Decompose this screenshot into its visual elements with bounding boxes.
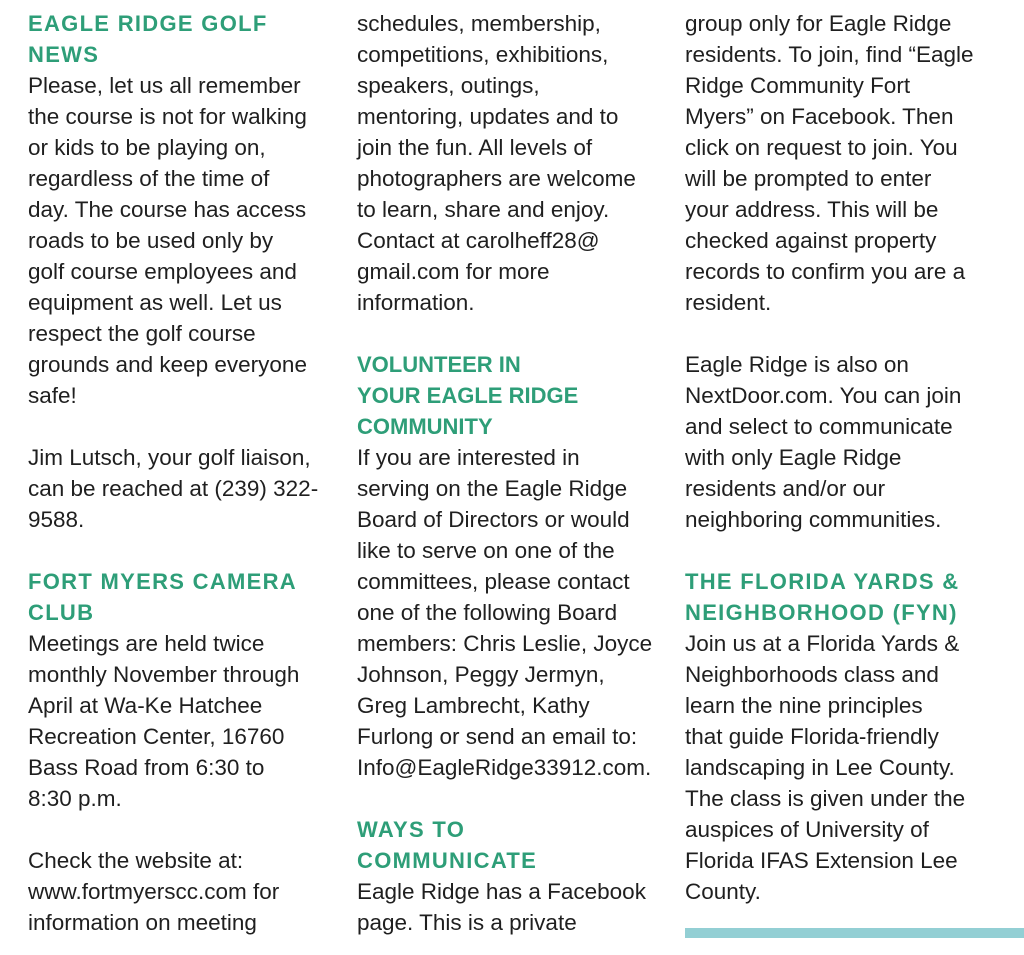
text-line: Bass Road from 6:30 to [28, 755, 265, 780]
text-line: day. The course has access [28, 197, 307, 222]
email-line: Contact at carolheff28@ [357, 228, 600, 253]
section-heading: THE FLORIDA YARDS & [685, 569, 960, 594]
text-line: Ridge Community Fort [685, 73, 911, 98]
text-line: Eagle Ridge is also on [685, 352, 909, 377]
text-line: the course is not for walking [28, 104, 307, 129]
paragraph-gap [685, 318, 1015, 349]
communicate-section [357, 814, 677, 938]
communicate-continued [685, 8, 1015, 535]
section-heading: FORT MYERS CAMERA [28, 569, 297, 594]
text-line: landscaping in Lee County. [685, 755, 955, 780]
text-line: monthly November through [28, 662, 300, 687]
text-line: mentoring, updates and to [357, 104, 619, 129]
paragraph-gap [28, 411, 348, 442]
text-line: Furlong or send an email to: [357, 724, 638, 749]
section-heading: WAYS TO [357, 817, 466, 842]
text-line: If you are interested in [357, 445, 580, 470]
text-line: regardless of the time of [28, 166, 270, 191]
text-line: Myers” on Facebook. Then [685, 104, 954, 129]
section-heading: CLUB [28, 600, 95, 625]
text-line: can be reached at (239) 322- [28, 476, 319, 501]
text-line: your address. This will be [685, 197, 939, 222]
text-line: April at Wa-Ke Hatchee [28, 693, 263, 718]
text-line: photographers are welcome [357, 166, 636, 191]
section-gap [685, 535, 1015, 566]
text-line: or kids to be playing on, [28, 135, 266, 160]
section-heading: VOLUNTEER IN [357, 352, 521, 377]
text-line: page. This is a private [357, 910, 577, 935]
text-line: records to confirm you are a [685, 259, 966, 284]
paragraph [685, 628, 1015, 907]
text-line: information. [357, 290, 475, 315]
text-line: like to serve on one of the [357, 538, 615, 563]
text-line: equipment as well. Let us [28, 290, 282, 315]
text-line: Neighborhoods class and [685, 662, 939, 687]
text-line: Eagle Ridge has a Facebook [357, 879, 646, 904]
paragraph [685, 349, 1015, 535]
section-gap [357, 318, 677, 349]
email-line: gmail.com for more [357, 259, 550, 284]
text-line: residents. To join, find “Eagle [685, 42, 974, 67]
column-1 [28, 8, 348, 938]
text-line: neighboring communities. [685, 507, 942, 532]
text-line: members: Chris Leslie, Joyce [357, 631, 653, 656]
email-line: Info@EagleRidge33912.com. [357, 755, 652, 780]
text-line: roads to be used only by [28, 228, 274, 253]
text-line: that guide Florida-friendly [685, 724, 939, 749]
camera-club-continued [357, 8, 677, 318]
paragraph [28, 628, 348, 814]
paragraph [685, 8, 1015, 318]
paragraph [28, 442, 348, 535]
text-line: 9588. [28, 507, 85, 532]
column-2 [357, 8, 677, 938]
golf-news-section [28, 8, 348, 535]
text-line: NextDoor.com. You can join [685, 383, 962, 408]
paragraph [28, 845, 348, 938]
text-line: information on meeting [28, 910, 257, 935]
camera-club-section [28, 566, 348, 938]
text-line: one of the following Board [357, 600, 618, 625]
text-line: Board of Directors or would [357, 507, 630, 532]
text-line: Check the website at: [28, 848, 244, 873]
text-line: golf course employees and [28, 259, 297, 284]
text-line: The class is given under the [685, 786, 966, 811]
text-line: and select to communicate [685, 414, 953, 439]
text-line: click on request to join. You [685, 135, 958, 160]
website-link-line: www.fortmyerscc.com for [28, 879, 280, 904]
text-line: 8:30 p.m. [28, 786, 122, 811]
text-line: grounds and keep everyone [28, 352, 307, 377]
text-line: group only for Eagle Ridge [685, 11, 952, 36]
column-3 [685, 8, 1015, 907]
text-line: committees, please contact [357, 569, 630, 594]
text-line: Recreation Center, 16760 [28, 724, 285, 749]
footer-accent-rule [685, 928, 1024, 938]
section-heading: COMMUNICATE [357, 848, 538, 873]
text-line: will be prompted to enter [685, 166, 932, 191]
text-line: County. [685, 879, 761, 904]
text-line: Join us at a Florida Yards & [685, 631, 960, 656]
text-line: Johnson, Peggy Jermyn, [357, 662, 605, 687]
section-heading: NEWS [28, 42, 100, 67]
text-line: respect the golf course [28, 321, 256, 346]
text-line: speakers, outings, [357, 73, 540, 98]
paragraph [357, 442, 677, 783]
text-line: learn the nine principles [685, 693, 923, 718]
text-line: Please, let us all remember [28, 73, 301, 98]
section-heading: YOUR EAGLE RIDGE [357, 383, 579, 408]
paragraph [357, 876, 677, 938]
text-line: Greg Lambrecht, Kathy [357, 693, 590, 718]
text-line: auspices of University of [685, 817, 929, 842]
text-line: serving on the Eagle Ridge [357, 476, 628, 501]
volunteer-section [357, 349, 677, 783]
section-heading: COMMUNITY [357, 414, 493, 439]
fyn-section [685, 566, 1015, 907]
text-line: checked against property [685, 228, 937, 253]
section-heading: EAGLE RIDGE GOLF [28, 11, 268, 36]
paragraph-gap [28, 814, 348, 845]
section-gap [28, 535, 348, 566]
text-line: with only Eagle Ridge [685, 445, 902, 470]
section-heading: NEIGHBORHOOD (FYN) [685, 600, 958, 625]
section-gap [357, 783, 677, 814]
text-line: competitions, exhibitions, [357, 42, 609, 67]
paragraph [28, 70, 348, 411]
text-line: Florida IFAS Extension Lee [685, 848, 958, 873]
text-line: Jim Lutsch, your golf liaison, [28, 445, 311, 470]
text-line: safe! [28, 383, 77, 408]
text-line: join the fun. All levels of [357, 135, 593, 160]
text-line: schedules, membership, [357, 11, 601, 36]
text-line: resident. [685, 290, 772, 315]
text-line: to learn, share and enjoy. [357, 197, 610, 222]
text-line: Meetings are held twice [28, 631, 265, 656]
text-line: residents and/or our [685, 476, 886, 501]
